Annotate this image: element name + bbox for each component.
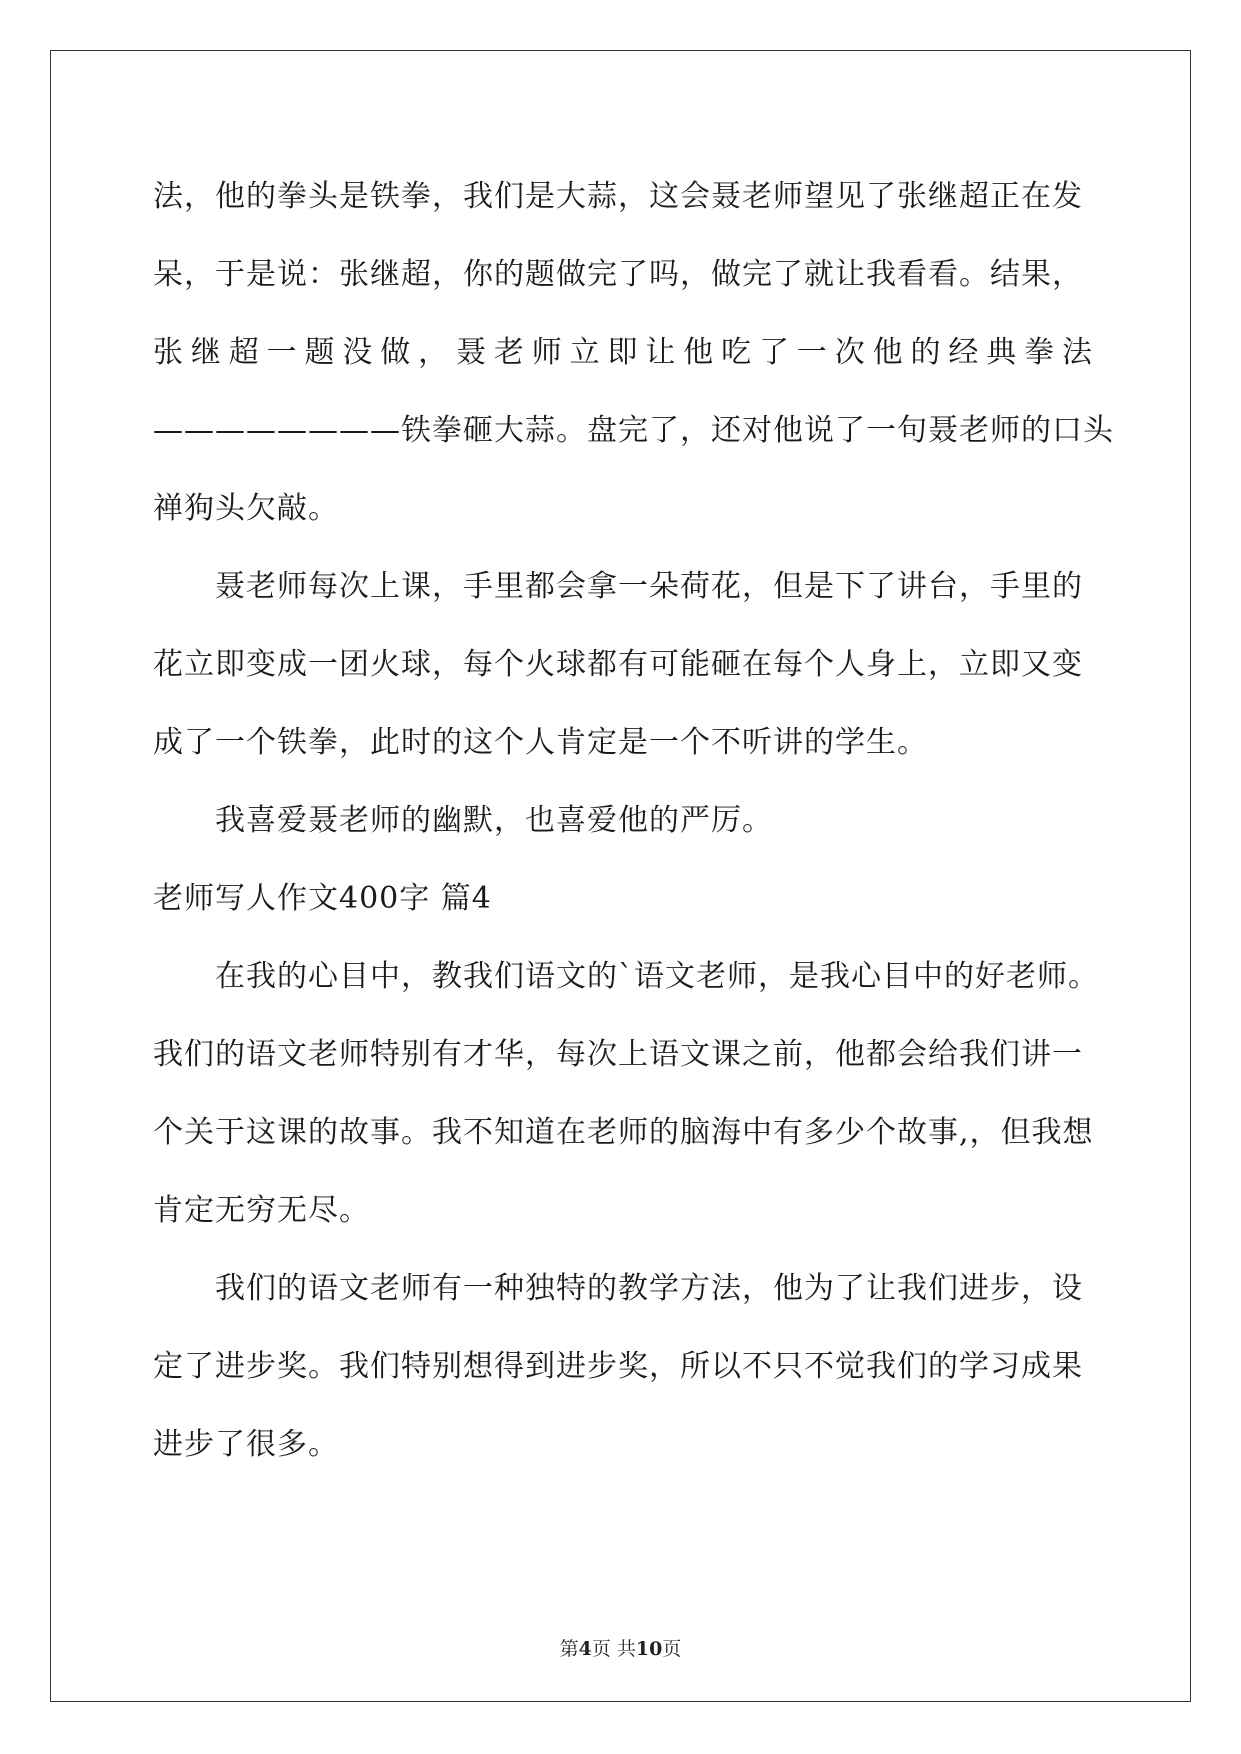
text-line: 法，他的拳头是铁拳，我们是大蒜，这会聂老师望见了张继超正在发 [153,179,1083,214]
justified-char: 吃 [721,335,753,370]
justified-char: 老 [493,335,525,370]
justified-char: 张 [153,335,184,370]
justified-char: 法 [1062,335,1093,370]
text-line: 呆，于是说：张继超，你的题做完了吗，做完了就让我看看。结果， [153,257,1083,292]
justified-char: ， [418,335,450,370]
justified-char: 次 [834,335,866,370]
justified-char: 没 [342,335,374,370]
text-line-paragraph-start: 我喜爱聂老师的幽默，也喜爱他的严厉。 [215,803,773,838]
justified-char: 的 [910,335,942,370]
text-line: 禅狗头欠敲。 [153,491,339,526]
footer-mid: 页 共 [591,1638,636,1660]
justified-char: 聂 [456,335,487,370]
total-page-count: 10 [635,1638,663,1660]
justified-char: 师 [531,335,563,370]
justified-char: 即 [607,335,639,370]
text-line: 肯定无穷无尽。 [153,1193,370,1228]
text-line: 花立即变成一团火球，每个火球都有可能砸在每个人身上，立即又变 [153,647,1083,682]
justified-char: 经 [948,335,980,370]
justified-char: 一 [796,335,828,370]
justified-char: 了 [759,335,790,370]
justified-char: 他 [872,335,904,370]
justified-char: 题 [304,335,336,370]
text-line: 我们的语文老师特别有才华，每次上语文课之前，他都会给我们讲一 [153,1037,1083,1072]
justified-char: 他 [683,335,715,370]
page-footer [0,1634,1241,1661]
document-body [153,158,1114,1484]
justified-char: 拳 [1024,335,1056,370]
text-line: 个关于这课的故事。我不知道在老师的脑海中有多少个故事,，但我想 [153,1115,1094,1150]
justified-char: 做 [380,335,412,370]
text-line: 进步了很多。 [153,1427,339,1462]
justified-char: 继 [190,335,222,370]
footer-prefix: 第 [559,1638,579,1660]
text-line: ————————铁拳砸大蒜。盘完了，还对他说了一句聂老师的口头 [153,413,1114,448]
justified-char: 典 [986,335,1018,370]
section-heading: 老师写人作文400字 篇4 [153,881,492,916]
text-line-paragraph-start: 聂老师每次上课，手里都会拿一朵荷花，但是下了讲台，手里的 [215,569,1083,604]
justified-char: 超 [228,335,260,370]
text-line: 成了一个铁拳，此时的这个人肯定是一个不听讲的学生。 [153,725,928,760]
footer-suffix: 页 [662,1638,682,1660]
text-line-paragraph-start: 在我的心目中，教我们语文的`语文老师，是我心目中的好老师。 [215,959,1099,994]
current-page-number: 4 [578,1638,592,1660]
text-line-paragraph-start: 我们的语文老师有一种独特的教学方法，他为了让我们进步，设 [215,1271,1083,1306]
text-line: 定了进步奖。我们特别想得到进步奖，所以不只不觉我们的学习成果 [153,1349,1083,1384]
text-line-justified [153,314,1093,392]
justified-char: 立 [569,335,601,370]
justified-char: 一 [266,335,298,370]
justified-char: 让 [645,335,677,370]
